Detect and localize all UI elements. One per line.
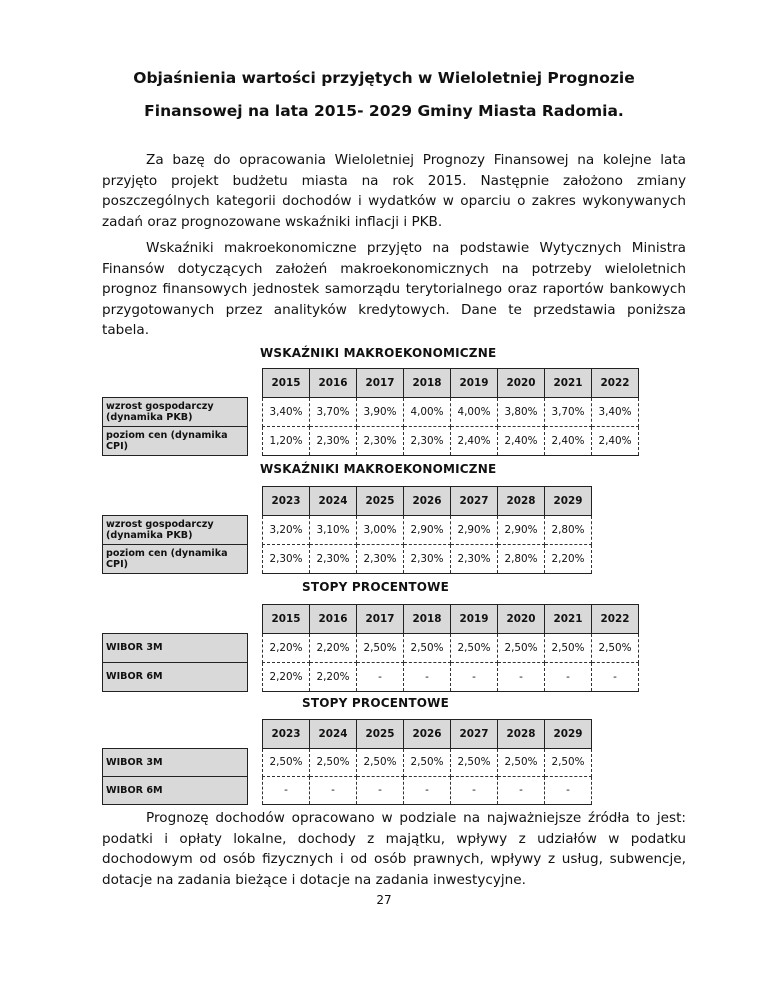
year-header: 2016 [310,369,357,398]
table-row [103,633,639,662]
year-header: 2018 [404,369,451,398]
year-header: 2023 [263,720,310,749]
table-cell: 3,90% [357,397,404,426]
table-cell: 2,50% [357,748,404,776]
table-cell: - [545,776,592,804]
page-number: 27 [376,893,392,907]
row-label: WIBOR 3M [103,748,248,776]
table-cell: 2,80% [498,544,545,573]
year-header: 2024 [310,720,357,749]
table-cell: 4,00% [451,397,498,426]
year-header: 2020 [498,605,545,634]
row-label: poziom cen (dynamika CPI) [103,426,248,455]
table-cell: - [498,776,545,804]
table-caption: WSKAŹNIKI MAKROEKONOMICZNE [260,462,497,476]
table-row [103,397,639,426]
table-cell: - [404,662,451,691]
table-cell: - [545,662,592,691]
table-caption: WSKAŹNIKI MAKROEKONOMICZNE [260,346,497,360]
table-cell: 2,40% [545,426,592,455]
document-title [90,62,678,128]
table-cell: - [357,662,404,691]
table-cell: - [357,776,404,804]
table-cell: 3,40% [263,397,310,426]
row-label: wzrost gospodarczy (dynamika PKB) [103,397,248,426]
table-cell: 2,40% [498,426,545,455]
year-header: 2028 [498,487,545,516]
interest-rates-table-2015-2022 [102,604,639,692]
table-cell: 2,30% [357,544,404,573]
table-cell: - [498,662,545,691]
table-cell: 3,10% [310,515,357,544]
table-cell: 3,70% [545,397,592,426]
year-header: 2022 [592,369,639,398]
table-cell: 2,30% [451,544,498,573]
table-cell: 2,20% [310,633,357,662]
table-cell: - [451,662,498,691]
year-header: 2019 [451,605,498,634]
table-header-row [103,720,592,749]
year-header: 2026 [404,487,451,516]
title-line-2: Finansowej na lata 2015- 2029 Gminy Miasta Radomia. [144,102,624,120]
row-label: WIBOR 6M [103,776,248,804]
table-row [103,544,592,573]
table-row [103,748,592,776]
year-header: 2020 [498,369,545,398]
table-row [103,776,592,804]
table-cell: 2,50% [404,748,451,776]
table-cell: - [404,776,451,804]
table-cell: 2,90% [498,515,545,544]
table-cell: 2,30% [404,426,451,455]
year-header: 2015 [263,369,310,398]
year-header: 2023 [263,487,310,516]
table-cell: 2,50% [592,633,639,662]
table-cell: 2,30% [263,544,310,573]
table-cell: 2,40% [451,426,498,455]
table-cell: 2,90% [404,515,451,544]
table-cell: 2,80% [545,515,592,544]
paragraph-2: Wskaźniki makroekonomiczne przyjęto na podstawie Wytycznych Ministra Finansów dotyczących założeń makroekonomicznych na potrzeby wieloletnich prognoz finansowych jednostek samorządu terytorialnego oraz raportów bankowych przygotowanych przez analityków kredytowych. Dane te przedstawia poniższa tabela. [102,240,686,338]
table-cell: 3,70% [310,397,357,426]
table-cell: 2,50% [545,748,592,776]
year-header: 2025 [357,720,404,749]
year-header: 2016 [310,605,357,634]
title-line-1: Objaśnienia wartości przyjętych w Wieloletniej Prognozie [133,69,635,87]
table-cell: 2,40% [592,426,639,455]
table-cell: 2,50% [451,748,498,776]
row-label: poziom cen (dynamika CPI) [103,544,248,573]
table-cell: 2,50% [310,748,357,776]
interest-rates-table-2023-2029 [102,719,592,805]
year-header: 2027 [451,720,498,749]
table-cell: 2,20% [545,544,592,573]
year-header: 2017 [357,369,404,398]
table-cell: 2,50% [498,633,545,662]
table-cell: 3,00% [357,515,404,544]
table-row [103,515,592,544]
table-cell: - [451,776,498,804]
year-header: 2027 [451,487,498,516]
row-label: WIBOR 3M [103,633,248,662]
table-cell: 2,90% [451,515,498,544]
table-caption: STOPY PROCENTOWE [302,580,449,594]
table-cell: 2,50% [404,633,451,662]
table-cell: - [592,662,639,691]
year-header: 2021 [545,605,592,634]
table-caption: STOPY PROCENTOWE [302,696,449,710]
table-cell: 2,30% [357,426,404,455]
table-cell: 2,30% [310,426,357,455]
paragraph-3: Prognozę dochodów opracowano w podziale na najważniejsze źródła to jest: podatki i opłaty lokalne, dochody z majątku, wpływy z udziałów w podatku dochodowym od osób fizycznych i od osób prawnych, wpływy z usług, subwencje, dotacje na zadania bieżące i dotacje na zadania inwestycyjne. [102,810,686,888]
table-cell: 2,50% [498,748,545,776]
table-cell: 2,20% [263,662,310,691]
table-cell: 4,00% [404,397,451,426]
year-header: 2021 [545,369,592,398]
year-header: 2015 [263,605,310,634]
indicators-table-2015-2022 [102,368,639,456]
year-header: 2022 [592,605,639,634]
table-cell: 2,20% [310,662,357,691]
table-header-row [103,487,592,516]
table-header-row [103,369,639,398]
table-cell: - [263,776,310,804]
table-cell: 1,20% [263,426,310,455]
table-cell: - [310,776,357,804]
year-header: 2024 [310,487,357,516]
row-label: WIBOR 6M [103,662,248,691]
year-header: 2029 [545,487,592,516]
row-label: wzrost gospodarczy (dynamika PKB) [103,515,248,544]
table-cell: 3,20% [263,515,310,544]
table-cell: 2,50% [451,633,498,662]
table-cell: 3,40% [592,397,639,426]
table-cell: 2,50% [357,633,404,662]
table-cell: 2,20% [263,633,310,662]
table-cell: 2,30% [404,544,451,573]
year-header: 2026 [404,720,451,749]
table-cell: 2,30% [310,544,357,573]
year-header: 2028 [498,720,545,749]
table-row [103,662,639,691]
year-header: 2025 [357,487,404,516]
paragraph-1: Za bazę do opracowania Wieloletniej Prognozy Finansowej na kolejne lata przyjęto projekt budżetu miasta na rok 2015. Następnie założono zmiany poszczególnych kategorii dochodów i wydatków w oparciu o zakres wykonywanych zadań oraz prognozowane wskaźniki inflacji i PKB. [102,152,686,230]
year-header: 2017 [357,605,404,634]
table-cell: 3,80% [498,397,545,426]
year-header: 2018 [404,605,451,634]
year-header: 2029 [545,720,592,749]
table-row [103,426,639,455]
table-header-row [103,605,639,634]
indicators-table-2023-2029 [102,486,592,574]
table-cell: 2,50% [263,748,310,776]
table-cell: 2,50% [545,633,592,662]
year-header: 2019 [451,369,498,398]
